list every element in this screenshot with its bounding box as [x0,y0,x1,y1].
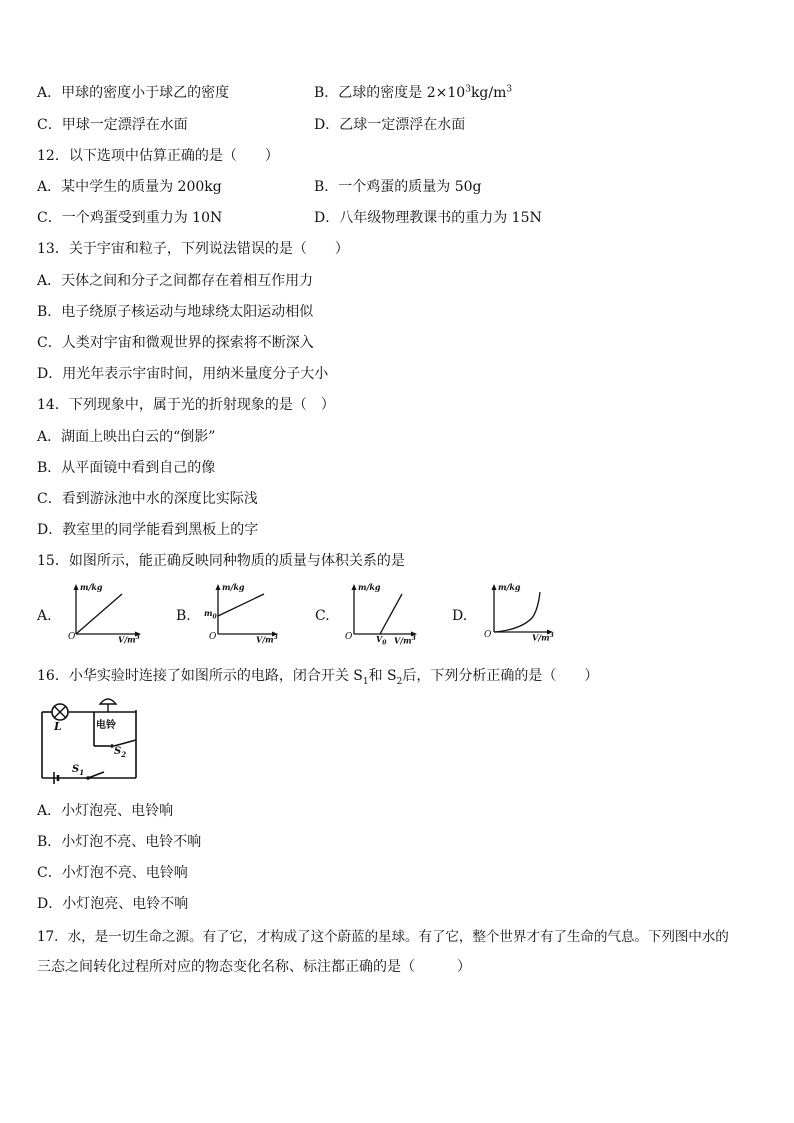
q11-option-b-unit: kg/m [470,85,507,101]
q11-option-b-text: B．乙球的密度是 2×10 [314,85,466,101]
q16-option-a: A．小灯泡亮、电铃响 [37,803,174,819]
q11-option-b [314,82,512,102]
q16-circuit-diagram [36,690,146,784]
q11-option-b-exp: 3 [465,84,471,95]
q15-graph-d [480,582,580,642]
q11-option-c: C．甲球一定漂浮在水面 [37,117,188,133]
q13-option-a: A．天体之间和分子之间都存在着相互作用力 [37,273,314,289]
q15-graph-a-line [76,594,122,634]
circuit-bell-label: 电铃 [96,720,116,731]
q15-graph-d-y-arrow [492,584,497,590]
q15-graph-c-svg [340,582,440,642]
q14-option-b: B．从平面镜中看到自己的像 [37,460,216,476]
q15-graph-b-line [218,594,264,616]
q17-stem-line2: 三态之间转化过程所对应的物态变化名称、标注都正确的是（ ） [37,959,471,975]
q15-graph-b [200,582,300,645]
q15-graph-d-svg [480,582,580,642]
circuit-lamp-label: L [54,720,62,733]
q15-graph-b-xlabel [256,634,278,645]
q12-option-a: A．某中学生的质量为 200kg [37,179,222,195]
q14-option-a: A．湖面上映出白云的“倒影” [37,429,216,445]
q15-graph-b-xlabel-text: V/m [256,634,274,645]
q15-option-b-label: B. [176,608,191,624]
q16-stem-text: 16．小华实验时连接了如图所示的电路，闭合开关 S [37,668,363,684]
q15-option-a-label: A. [37,608,52,624]
q15-graph-a-xlabel-exp: 3 [135,634,140,641]
circuit-s1-sub: 1 [79,768,85,777]
bell-icon [100,699,116,704]
q16-circuit-svg [36,690,146,784]
q15-graph-c-ylabel: m/kg [358,582,381,592]
q15-graph-c-origin: O [345,632,353,642]
q16-stem-tail: 后，下列分析正确的是（ ） [402,668,599,684]
q13-option-d: D．用光年表示宇宙时间，用纳米量度分子大小 [37,366,329,382]
q15-graph-a-xlabel-text: V/m [118,634,136,645]
q15-graph-b-m0 [204,608,217,621]
q15-graph-c-xlabel-exp: 3 [411,635,416,642]
q15-graph-b-ylabel: m/kg [222,582,245,592]
circuit-s2-text: S [114,746,122,757]
q15-graph-c-xlabel-text: V/m [394,635,412,646]
q15-graph-c-xlabel [394,635,416,646]
q15-graph-d-xlabel-exp: 3 [549,632,554,639]
q15-graph-d-curve [494,592,540,632]
q15-stem: 15．如图所示，能正确反映同种物质的质量与体积关系的是 [37,553,405,569]
q15-graph-b-xlabel-exp: 3 [273,634,278,641]
q16-stem-mid: 和 S [368,668,397,684]
q15-graph-a-ylabel: m/kg [80,582,103,592]
q12-option-c: C．一个鸡蛋受到重力为 10N [37,210,223,226]
circuit-s1-text: S [72,764,80,775]
q15-option-c-label: C. [315,608,330,624]
q15-graph-c-v0 [376,634,386,647]
q12-option-d: D．八年级物理教课书的重力为 15N [314,210,542,226]
q15-option-d-label: D. [452,608,468,624]
q15-graph-d-ylabel: m/kg [498,582,521,592]
q14-option-c: C．看到游泳池中水的深度比实际浅 [37,491,258,507]
q15-graph-b-y-arrow [216,584,221,590]
q15-graph-b-m0-sub: 0 [212,613,217,621]
q15-graph-c-y-arrow [352,584,357,590]
q15-graph-c [340,582,440,647]
q15-graph-d-origin: O [484,630,492,640]
q16-stem-s1-sub: 1 [362,676,369,687]
q12-stem: 12．以下选项中估算正确的是（ ） [37,148,279,164]
q15-graph-a [66,582,166,645]
q13-stem: 13．关于宇宙和粒子，下列说法错误的是（ ） [37,241,349,257]
q13-option-b: B．电子绕原子核运动与地球绕太阳运动相似 [37,304,314,320]
q13-option-c: C．人类对宇宙和微观世界的探索将不断深入 [37,335,314,351]
circuit-s1-label [72,764,84,777]
q15-graph-c-line [380,594,402,634]
q15-graph-d-xlabel [532,632,554,643]
circuit-s2-sub: 2 [121,750,127,759]
q15-graph-a-origin: O [68,632,76,642]
q16-stem [37,665,598,687]
q15-graph-c-v0-text: V [376,634,383,644]
q15-graph-b-m0-text: m [204,608,213,618]
q14-option-d: D．教室里的同学能看到黑板上的字 [37,522,259,538]
q11-option-a: A．甲球的密度小于球乙的密度 [37,85,230,101]
q15-graph-b-origin: O [209,632,217,642]
q14-stem: 14．下列现象中，属于光的折射现象的是（ ） [37,397,335,413]
q11-option-b-unit-exp: 3 [506,84,513,95]
q16-option-c: C．小灯泡不亮、电铃响 [37,865,188,881]
circuit-s2-label [114,746,126,759]
q16-stem-s2-sub: 2 [396,676,403,687]
q15-graph-a-xlabel [118,634,140,645]
q15-graph-c-v0-sub: 0 [382,639,387,647]
switch1-blade [88,772,104,778]
q17-stem-line1: 17．水，是一切生命之源。有了它，才构成了这个蔚蓝的星球。有了它，整个世界才有了生命的气息。下列图中水的 [37,929,729,945]
q15-graph-a-y-arrow [74,584,79,590]
q16-option-b: B．小灯泡不亮、电铃不响 [37,834,202,850]
q11-option-d: D．乙球一定漂浮在水面 [314,117,466,133]
q16-option-d: D．小灯泡亮、电铃不响 [37,896,189,912]
q12-option-b: B．一个鸡蛋的质量为 50g [314,179,482,195]
q15-graph-d-xlabel-text: V/m [532,632,550,643]
